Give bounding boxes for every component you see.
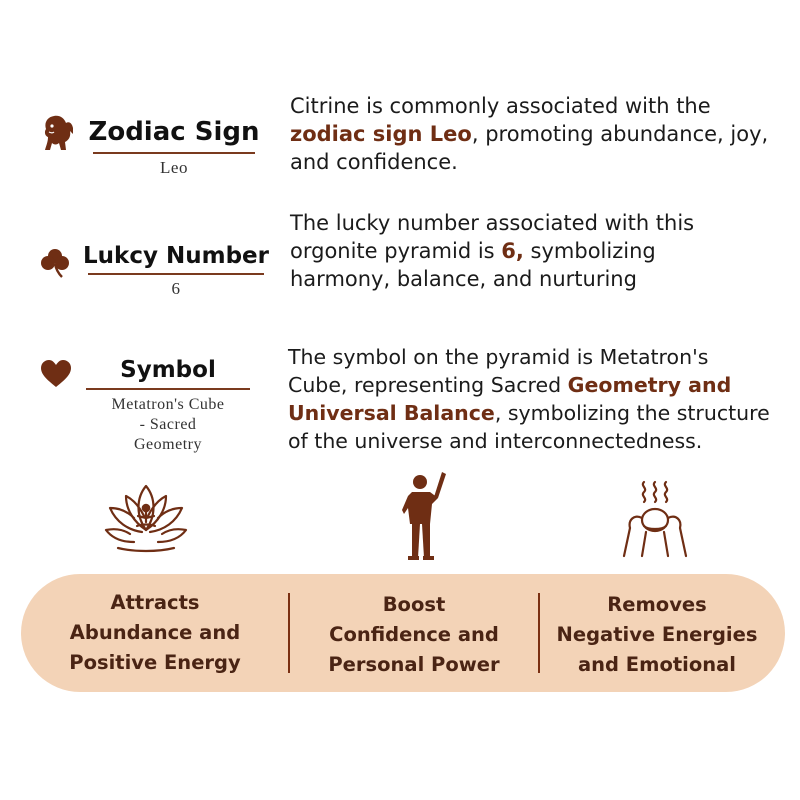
symbol-highlight: Geometry and Universal Balance — [288, 373, 732, 425]
benefit-confidence-text: Boost Confidence and Personal Power — [328, 593, 500, 676]
benefit-abundance — [21, 574, 289, 692]
lucky-number-value: 6 — [171, 278, 181, 298]
lucky-number-highlight: 6, — [501, 239, 524, 263]
benefits-banner — [21, 574, 785, 692]
symbol-title: Symbol — [120, 357, 216, 383]
zodiac-rule — [93, 152, 255, 154]
symbol-label — [86, 355, 250, 455]
zodiac-description: Citrine is commonly associated with the zodiac sign Leo, promoting abundance, joy, and confidence. — [290, 94, 769, 174]
zodiac-label — [86, 116, 262, 178]
lucky-number-description: The lucky number associated with this orgonite pyramid is 6, symbolizing harmony, balance, and nurturing — [290, 211, 695, 291]
clover-icon — [40, 248, 70, 278]
confident-person-icon — [402, 470, 450, 562]
heart-icon — [40, 360, 72, 388]
benefit-negative-energies-text: Removes Negative Energies and Emotional — [556, 593, 758, 676]
lucky-number-label — [78, 241, 274, 299]
zodiac-value: Leo — [160, 157, 188, 177]
benefit-abundance-text: Attracts Abundance and Positive Energy — [69, 591, 241, 674]
symbol-value: Metatron's Cube - Sacred Geometry — [111, 395, 225, 453]
lion-icon — [42, 114, 74, 152]
benefit-negative-energies — [539, 574, 775, 692]
zodiac-title: Zodiac Sign — [88, 117, 260, 147]
symbol-description: The symbol on the pyramid is Metatron's Cube, representing Sacred Geometry and Universal Balance, symbolizing the structure of the universe and interconnectedness. — [288, 345, 770, 453]
meditation-lotus-icon — [104, 482, 188, 554]
symbol-rule — [86, 388, 250, 390]
benefit-divider-2 — [538, 593, 540, 673]
benefit-divider-1 — [288, 593, 290, 673]
stress-relief-icon — [620, 480, 690, 558]
zodiac-highlight: zodiac sign Leo — [290, 122, 472, 146]
benefit-confidence — [289, 574, 539, 692]
lucky-number-title: Lukcy Number — [83, 243, 269, 269]
lucky-number-rule — [88, 273, 264, 275]
